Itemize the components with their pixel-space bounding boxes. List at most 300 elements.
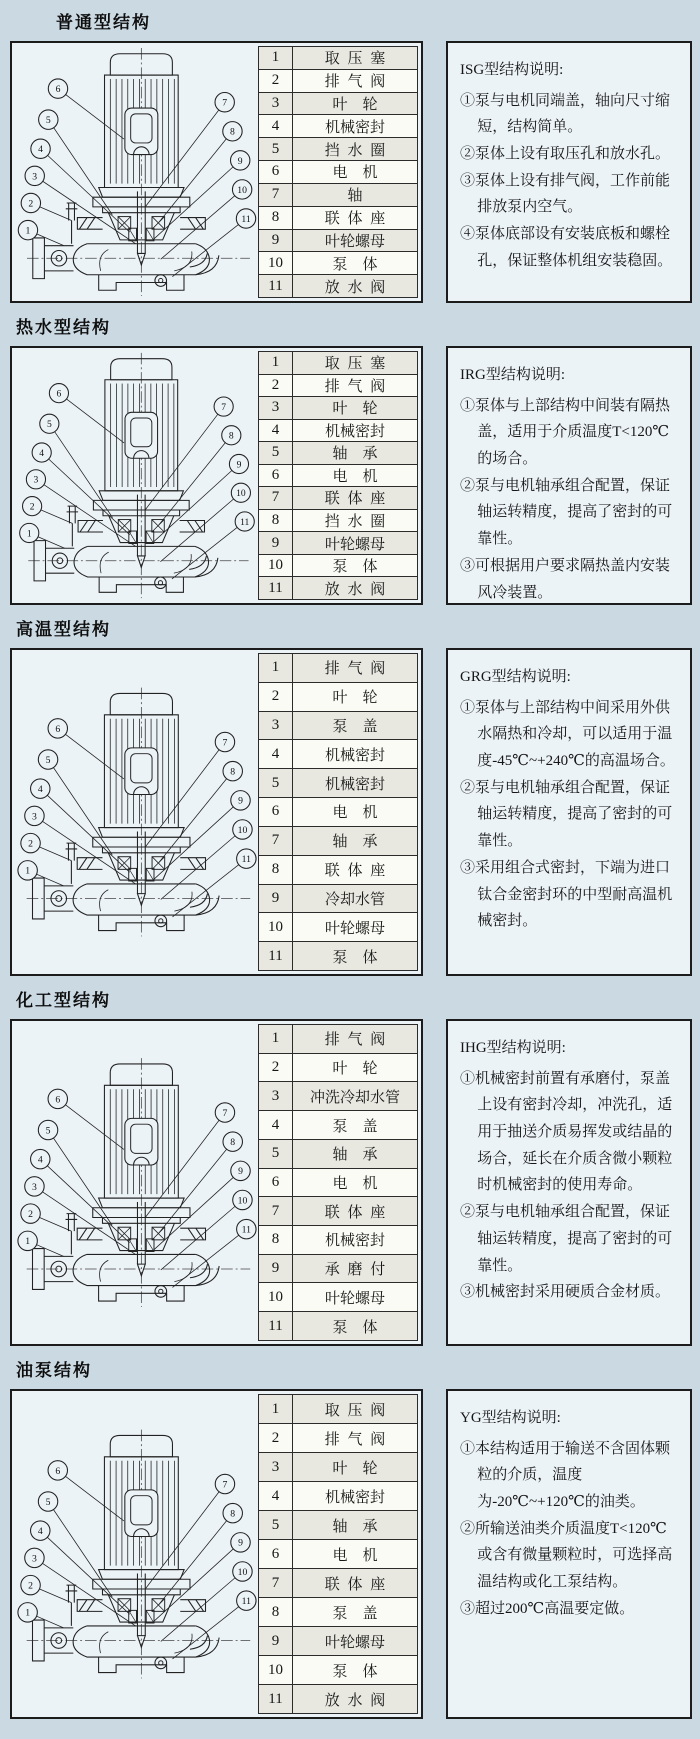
note-item: ②泵与电机轴承组合配置，保证轴运转精度，提高了密封的可靠性。 (460, 779, 673, 850)
part-name: 排 气 阀 (293, 654, 418, 683)
pump-cross-section-diagram (15, 653, 258, 971)
part-number: 8 (259, 1226, 293, 1255)
part-number: 3 (259, 1082, 293, 1111)
note-item: ③超过200℃高温要定做。 (460, 1600, 635, 1617)
svg-text:9: 9 (238, 1166, 243, 1178)
part-number: 9 (259, 884, 293, 913)
diagram-callout-5 (38, 1492, 112, 1597)
table-row (259, 374, 418, 397)
part-number: 6 (259, 1540, 293, 1569)
part-number: 2 (259, 1053, 293, 1082)
parts-table (258, 46, 418, 298)
part-number: 4 (259, 419, 293, 442)
svg-text:7: 7 (221, 401, 227, 413)
part-name: 电 机 (293, 161, 418, 184)
table-row (259, 1453, 418, 1482)
diagram-callout-6 (45, 1089, 124, 1149)
table-row (259, 577, 418, 600)
part-name: 叶 轮 (293, 1453, 418, 1482)
part-number: 11 (259, 942, 293, 971)
part-name: 泵 体 (293, 554, 418, 577)
svg-text:6: 6 (56, 388, 62, 400)
pump-diagram-svg (15, 351, 258, 600)
part-number: 4 (259, 1111, 293, 1140)
part-number: 11 (259, 577, 293, 600)
table-row (259, 1598, 418, 1627)
svg-text:8: 8 (228, 430, 234, 442)
part-number: 6 (259, 1168, 293, 1197)
structure-notes-panel (446, 1389, 692, 1719)
part-number: 9 (259, 532, 293, 555)
table-row (259, 92, 418, 115)
table-row (259, 1283, 418, 1312)
table-row (259, 1139, 418, 1168)
part-name: 联 体 座 (293, 1569, 418, 1598)
pump-diagram-svg (15, 653, 258, 971)
svg-text:2: 2 (29, 501, 35, 513)
note-item: ①泵与电机同端盖，轴向尺寸缩短，结构简单。 (460, 92, 671, 136)
table-row (259, 1656, 418, 1685)
table-row (259, 442, 418, 465)
table-row (259, 1395, 418, 1424)
svg-text:1: 1 (25, 865, 31, 877)
part-name: 机械密封 (293, 1482, 418, 1511)
table-row (259, 855, 418, 884)
part-number: 7 (259, 1569, 293, 1598)
diagram-callout-3 (25, 1548, 136, 1626)
table-row (259, 397, 418, 420)
parts-table-body (259, 1395, 418, 1714)
table-row (259, 183, 418, 206)
parts-table (258, 1024, 418, 1341)
table-row (259, 206, 418, 229)
part-name: 取 压 塞 (293, 352, 418, 375)
svg-text:7: 7 (222, 1479, 228, 1491)
svg-text:3: 3 (32, 171, 38, 183)
diagram-callout-5 (38, 750, 112, 855)
table-row (259, 509, 418, 532)
part-name: 叶轮螺母 (293, 1283, 418, 1312)
diagram-callout-1 (18, 1231, 64, 1256)
part-name: 取 压 阀 (293, 1395, 418, 1424)
notes-heading: YG型结构说明: (460, 1410, 561, 1426)
parts-table (258, 653, 418, 971)
structure-notes-panel (446, 1019, 692, 1346)
diagram-callout-4 (29, 443, 130, 535)
part-name: 联 体 座 (293, 487, 418, 510)
part-name: 电 机 (293, 798, 418, 827)
part-number: 8 (259, 509, 293, 532)
part-name: 冷却水管 (293, 884, 418, 913)
pump-cross-section-diagram (15, 351, 258, 600)
part-number: 7 (259, 183, 293, 206)
part-number: 10 (259, 1283, 293, 1312)
part-name: 电 机 (293, 1540, 418, 1569)
table-row (259, 1226, 418, 1255)
svg-text:10: 10 (236, 488, 246, 500)
part-name: 泵 体 (293, 1312, 418, 1341)
table-row (259, 884, 418, 913)
svg-text:9: 9 (238, 1537, 243, 1549)
notes-list (460, 1066, 679, 1306)
note-item: ①泵体与上部结构中间装有隔热盖，适用于介质温度T<120℃的场合。 (460, 397, 671, 468)
part-number: 8 (259, 855, 293, 884)
part-name: 叶 轮 (293, 92, 418, 115)
part-number: 3 (259, 1453, 293, 1482)
part-number: 11 (259, 1685, 293, 1714)
note-item: ②泵体上设有取压孔和放水孔。 (460, 146, 671, 163)
svg-text:4: 4 (39, 447, 45, 459)
part-name: 叶轮螺母 (293, 532, 418, 555)
svg-text:11: 11 (241, 213, 251, 225)
part-number: 8 (259, 206, 293, 229)
section-title: 高温型结构 (16, 620, 111, 639)
svg-text:8: 8 (230, 126, 235, 138)
part-name: 轴 承 (293, 442, 418, 465)
svg-text:6: 6 (55, 84, 61, 96)
notes-heading: GRG型结构说明: (460, 669, 571, 685)
structure-notes-panel (446, 41, 692, 303)
part-number: 10 (259, 913, 293, 942)
svg-text:9: 9 (237, 155, 243, 167)
part-name: 机械密封 (293, 769, 418, 798)
part-name: 轴 承 (293, 1511, 418, 1540)
part-number: 8 (259, 1598, 293, 1627)
table-row (259, 1511, 418, 1540)
part-number: 10 (259, 1656, 293, 1685)
part-number: 9 (259, 1627, 293, 1656)
part-number: 6 (259, 798, 293, 827)
svg-text:2: 2 (28, 198, 34, 210)
svg-text:4: 4 (37, 1526, 43, 1538)
note-item: ①机械密封前置有承磨付，泵盖上设有密封冷却，冲洗孔，适用于抽送介质易挥发或结晶的场合，延长在介质含微小颗粒时机械密封的使用寿命。 (460, 1070, 673, 1194)
part-number: 1 (259, 654, 293, 683)
part-number: 1 (259, 352, 293, 375)
part-name: 泵 盖 (293, 711, 418, 740)
table-row (259, 1312, 418, 1341)
diagram-callout-1 (18, 861, 64, 886)
part-name: 轴 (293, 183, 418, 206)
diagram-callout-4 (31, 1149, 130, 1242)
diagram-callout-3 (25, 1177, 136, 1255)
table-row (259, 740, 418, 769)
part-name: 叶轮螺母 (293, 229, 418, 252)
part-name: 联 体 座 (293, 855, 418, 884)
note-item: ③泵体上设有排气阀，工作前能排放泵内空气。 (460, 172, 671, 216)
svg-text:7: 7 (222, 1107, 228, 1119)
svg-text:3: 3 (32, 1553, 37, 1565)
note-item: ③机械密封采用硬质合金材质。 (460, 1284, 671, 1301)
part-number: 5 (259, 769, 293, 798)
diagram-callout-4 (31, 139, 130, 232)
table-row (259, 115, 418, 138)
table-row (259, 1082, 418, 1111)
part-number: 7 (259, 487, 293, 510)
structure-notes-panel (446, 648, 692, 976)
svg-text:5: 5 (46, 419, 52, 431)
svg-text:4: 4 (37, 1154, 43, 1166)
part-number: 2 (259, 69, 293, 92)
table-row (259, 942, 418, 971)
note-item: ②泵与电机轴承组合配置，保证轴运转精度，提高了密封的可靠性。 (460, 477, 673, 548)
diagram-callout-2 (21, 193, 71, 220)
diagram-callout-1 (18, 220, 64, 245)
diagram-callout-3 (25, 806, 136, 884)
notes-list (460, 393, 679, 607)
diagram-callout-2 (21, 833, 72, 860)
part-name: 叶轮螺母 (293, 1627, 418, 1656)
diagram-and-parts-panel (10, 346, 423, 605)
pump-structure-section (10, 313, 692, 605)
part-name: 联 体 座 (293, 206, 418, 229)
part-number: 5 (259, 138, 293, 161)
svg-text:5: 5 (45, 115, 51, 127)
part-name: 排 气 阀 (293, 69, 418, 92)
svg-text:1: 1 (25, 1607, 31, 1619)
part-number: 1 (259, 1025, 293, 1054)
table-row (259, 138, 418, 161)
table-row (259, 419, 418, 442)
part-number: 4 (259, 115, 293, 138)
svg-text:7: 7 (222, 97, 228, 109)
part-number: 5 (259, 1511, 293, 1540)
part-name: 泵 盖 (293, 1111, 418, 1140)
note-item: ③采用组合式密封，下端为进口钛合金密封环的中型耐高温机械密封。 (460, 859, 673, 930)
part-number: 9 (259, 229, 293, 252)
table-row (259, 69, 418, 92)
table-row (259, 252, 418, 275)
part-number: 9 (259, 1254, 293, 1283)
part-name: 机械密封 (293, 419, 418, 442)
part-name: 机械密封 (293, 740, 418, 769)
part-number: 11 (259, 1312, 293, 1341)
table-row (259, 769, 418, 798)
svg-text:6: 6 (55, 1094, 61, 1106)
table-row (259, 1197, 418, 1226)
table-row (259, 1482, 418, 1511)
notes-heading: IHG型结构说明: (460, 1040, 566, 1056)
table-row (259, 487, 418, 510)
diagram-callout-3 (25, 166, 135, 244)
diagram-callout-7 (145, 397, 233, 510)
section-title: 化工型结构 (16, 991, 111, 1010)
table-row (259, 1627, 418, 1656)
diagram-callout-6 (45, 79, 124, 139)
part-name: 叶 轮 (293, 397, 418, 420)
diagram-and-parts-panel (10, 1019, 423, 1346)
table-row (259, 1685, 418, 1714)
diagram-callout-7 (145, 1474, 234, 1589)
pump-structure-section (10, 986, 692, 1346)
part-name: 叶 轮 (293, 682, 418, 711)
table-row (259, 1053, 418, 1082)
structure-notes-panel (446, 346, 692, 605)
table-row (259, 161, 418, 184)
diagram-callout-7 (145, 732, 234, 847)
pump-structure-section (10, 8, 692, 303)
parts-table-body (259, 654, 418, 971)
part-name: 取 压 塞 (293, 47, 418, 70)
notes-list (460, 1436, 679, 1623)
table-row (259, 1111, 418, 1140)
part-name: 电 机 (293, 1168, 418, 1197)
svg-text:2: 2 (28, 838, 33, 850)
table-row (259, 554, 418, 577)
diagram-callout-2 (21, 1575, 72, 1602)
parts-table-body (259, 47, 418, 298)
table-row (259, 275, 418, 298)
svg-text:11: 11 (241, 854, 252, 866)
svg-text:5: 5 (45, 1496, 51, 1508)
svg-text:4: 4 (37, 784, 43, 796)
svg-text:6: 6 (55, 1465, 61, 1477)
part-name: 挡 水 圈 (293, 509, 418, 532)
table-row (259, 1025, 418, 1054)
parts-table (258, 351, 418, 600)
svg-text:6: 6 (55, 723, 61, 735)
diagram-callout-4 (31, 1521, 130, 1614)
part-number: 3 (259, 711, 293, 740)
part-name: 轴 承 (293, 826, 418, 855)
svg-text:11: 11 (240, 516, 250, 528)
pump-diagram-svg (15, 1394, 258, 1714)
svg-text:2: 2 (28, 1209, 33, 1221)
part-number: 4 (259, 740, 293, 769)
diagram-callout-7 (145, 93, 234, 207)
table-row (259, 229, 418, 252)
svg-text:10: 10 (237, 184, 247, 196)
pump-structure-section (10, 615, 692, 976)
svg-text:3: 3 (32, 811, 37, 823)
table-row (259, 1254, 418, 1283)
table-row (259, 913, 418, 942)
part-number: 3 (259, 397, 293, 420)
table-row (259, 464, 418, 487)
svg-text:4: 4 (38, 144, 43, 156)
part-number: 7 (259, 826, 293, 855)
section-title: 普通型结构 (56, 13, 151, 32)
table-row (259, 826, 418, 855)
diagram-callout-4 (31, 779, 130, 872)
part-name: 叶轮螺母 (293, 913, 418, 942)
table-row (259, 1168, 418, 1197)
part-name: 泵 盖 (293, 1598, 418, 1627)
part-name: 联 体 座 (293, 1197, 418, 1226)
diagram-callout-2 (21, 1204, 72, 1231)
svg-text:8: 8 (230, 766, 236, 778)
table-row (259, 1569, 418, 1598)
pump-diagram-svg (15, 46, 258, 298)
diagram-callout-5 (39, 110, 113, 215)
table-row (259, 682, 418, 711)
note-item: ②所输送油类介质温度T<120℃或含有微量颗粒时，可选择高温结构或化工泵结构。 (460, 1520, 673, 1591)
part-name: 叶 轮 (293, 1053, 418, 1082)
diagram-callout-1 (20, 523, 65, 548)
parts-table (258, 1394, 418, 1714)
table-row (259, 47, 418, 70)
part-number: 2 (259, 1424, 293, 1453)
part-name: 排 气 阀 (293, 1424, 418, 1453)
note-item: ①泵体与上部结构中间采用外供水隔热和冷却，可以适用于温度-45℃~+240℃的高温场合。 (460, 699, 675, 770)
part-number: 5 (259, 442, 293, 465)
svg-text:11: 11 (241, 1596, 252, 1608)
part-number: 2 (259, 682, 293, 711)
table-row (259, 532, 418, 555)
part-name: 承 磨 付 (293, 1254, 418, 1283)
table-row (259, 352, 418, 375)
part-name: 泵 体 (293, 942, 418, 971)
part-number: 6 (259, 464, 293, 487)
diagram-callout-2 (23, 497, 73, 524)
part-number: 10 (259, 554, 293, 577)
svg-text:1: 1 (26, 528, 32, 540)
notes-list (460, 88, 679, 275)
svg-text:1: 1 (25, 1236, 31, 1248)
table-row (259, 711, 418, 740)
svg-text:9: 9 (238, 795, 243, 807)
diagram-callout-6 (45, 1461, 124, 1521)
part-name: 电 机 (293, 464, 418, 487)
part-name: 放 水 阀 (293, 577, 418, 600)
pump-cross-section-diagram (15, 1024, 258, 1341)
pump-cross-section-diagram (15, 46, 258, 298)
part-number: 7 (259, 1197, 293, 1226)
parts-table-body (259, 352, 418, 600)
notes-heading: IRG型结构说明: (460, 367, 566, 383)
section-title: 热水型结构 (16, 318, 111, 337)
svg-text:1: 1 (25, 225, 31, 237)
part-number: 11 (259, 275, 293, 298)
pump-structure-section (10, 1356, 692, 1719)
svg-text:7: 7 (222, 737, 228, 749)
diagram-callout-5 (40, 414, 113, 517)
note-item: ④泵体底部设有安装底板和螺栓孔，保证整体机组安装稳固。 (460, 226, 673, 269)
diagram-callout-6 (45, 719, 124, 779)
section-title: 油泵结构 (16, 1361, 92, 1380)
part-name: 冲洗冷却水管 (293, 1082, 418, 1111)
svg-text:10: 10 (237, 1195, 248, 1207)
svg-text:9: 9 (236, 459, 242, 471)
diagram-callout-6 (46, 384, 124, 443)
svg-text:8: 8 (230, 1508, 236, 1520)
diagram-callout-5 (38, 1120, 112, 1225)
svg-text:8: 8 (230, 1137, 236, 1149)
table-row (259, 1424, 418, 1453)
diagram-and-parts-panel (10, 41, 423, 303)
part-name: 机械密封 (293, 115, 418, 138)
pump-cross-section-diagram (15, 1394, 258, 1714)
diagram-and-parts-panel (10, 1389, 423, 1719)
svg-text:5: 5 (45, 754, 51, 766)
note-item: ①本结构适用于输送不含固体颗粒的介质，温度为-20℃~+120℃的油类。 (460, 1440, 671, 1511)
part-name: 排 气 阀 (293, 374, 418, 397)
table-row (259, 798, 418, 827)
part-number: 10 (259, 252, 293, 275)
svg-text:11: 11 (241, 1224, 252, 1236)
part-name: 泵 体 (293, 252, 418, 275)
note-item: ③可根据用户要求隔热盖内安装风冷装置。 (460, 557, 671, 601)
part-name: 放 水 阀 (293, 275, 418, 298)
part-number: 4 (259, 1482, 293, 1511)
part-number: 5 (259, 1139, 293, 1168)
part-number: 1 (259, 1395, 293, 1424)
diagram-callout-7 (145, 1103, 234, 1218)
svg-text:2: 2 (28, 1580, 33, 1592)
notes-list (460, 695, 679, 935)
diagram-callout-1 (18, 1603, 64, 1628)
part-name: 放 水 阀 (293, 1685, 418, 1714)
pump-structure-catalog (10, 8, 692, 1719)
